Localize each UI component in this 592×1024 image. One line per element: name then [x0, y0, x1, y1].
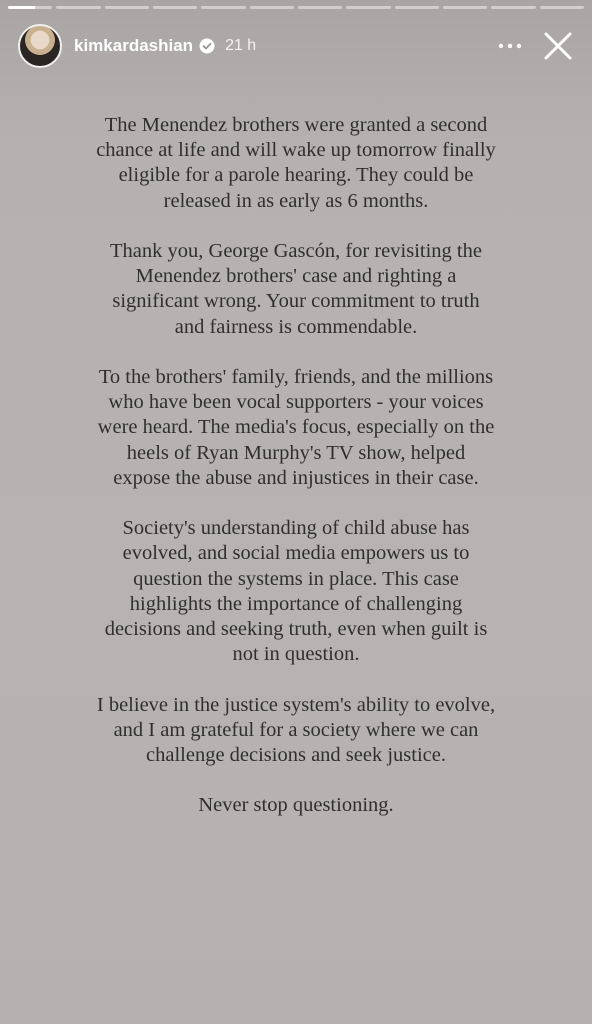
close-icon [543, 31, 573, 61]
progress-fill [8, 6, 35, 9]
progress-segment [346, 6, 390, 9]
paragraph: Society's understanding of child abuse has evolved, and social media empowers us to question the systems in place. This case highlights the importance of challenging decisions and seeking truth, even when guilt is not in question. [104, 517, 488, 666]
post-time: 21 h [225, 37, 257, 54]
progress-segment [105, 6, 149, 9]
progress-segment [8, 6, 52, 9]
verified-badge-icon [199, 38, 215, 54]
progress-segment [201, 6, 245, 9]
paragraph: I believe in the justice system's ability to evolve, and I am grateful for a society where we can challenge decisions and seek justice. [96, 693, 496, 767]
profile-avatar[interactable] [18, 24, 62, 68]
progress-segment [540, 6, 584, 9]
progress-segment [443, 6, 487, 9]
progress-segment [153, 6, 197, 9]
progress-segment [395, 6, 439, 9]
more-options-button[interactable] [490, 26, 530, 66]
story-text [96, 113, 496, 844]
progress-segment [250, 6, 294, 9]
more-horizontal-icon [498, 43, 522, 49]
progress-segment [491, 6, 535, 9]
paragraph: Thank you, George Gascón, for revisiting the Menendez brothers' case and righting a significant wrong. Your commitment to truth and fairness is commendable. [110, 240, 482, 338]
paragraph: Never stop questioning. [198, 794, 394, 817]
username[interactable]: kimkardashian [74, 36, 194, 55]
story-header [18, 22, 578, 70]
paragraph: The Menendez brothers were granted a second chance at life and will wake up tomorrow finally eligible for a parole hearing. They could be released in as early as 6 months. [96, 114, 496, 212]
story-progress-bar [8, 6, 584, 9]
progress-segment [56, 6, 100, 9]
paragraph: To the brothers' family, friends, and the millions who have been vocal supporters - your voices were heard. The media's focus, especially on the heels of Ryan Murphy's TV show, helped expose the abuse and injustices in their case. [97, 366, 495, 489]
progress-segment [298, 6, 342, 9]
close-button[interactable] [538, 26, 578, 66]
